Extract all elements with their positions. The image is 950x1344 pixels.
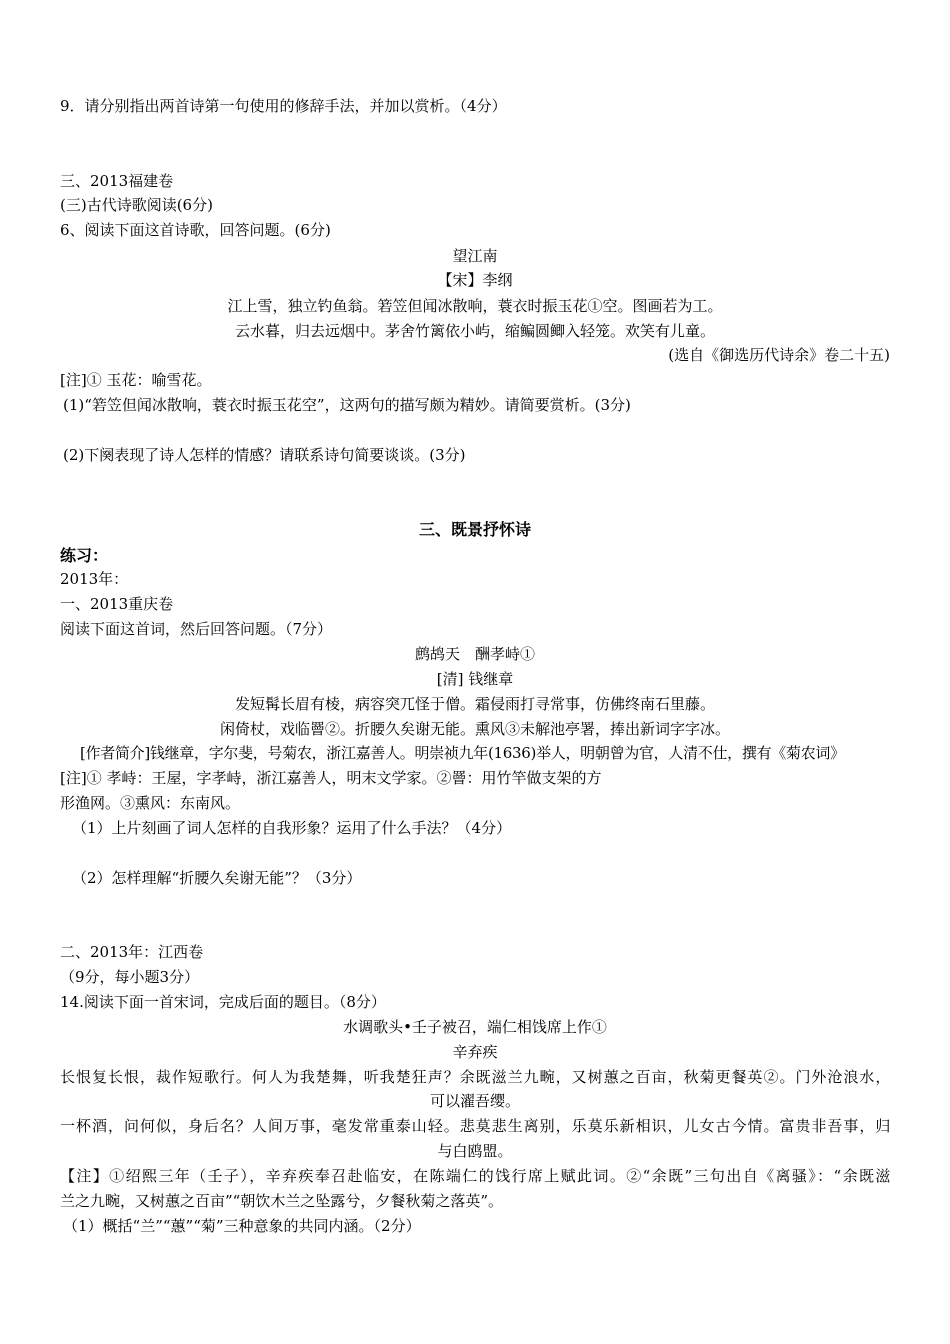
fujian-section: (三)古代诗歌阅读(6分) bbox=[60, 196, 213, 214]
jiangxi-score: （9分，每小题3分） bbox=[60, 968, 200, 986]
poem-author: 【宋】李纲 bbox=[437, 271, 513, 289]
poem-note: [注]① 玉花：喻雪花。 bbox=[60, 371, 212, 389]
poem-source: (选自《御选历代诗余》卷二十五) bbox=[668, 346, 890, 364]
chongqing-question-2: （2）怎样理解“折腰久矣谢无能”？（3分） bbox=[72, 869, 362, 887]
song-ci-text: 长恨复长恨，裁作短歌行。何人为我楚舞，听我楚狂声？余既滋兰九畹，又树蕙之百亩，秋菊更餐英②。门外沧浪水， bbox=[60, 1068, 890, 1086]
song-ci-text: 与白鸥盟。 bbox=[437, 1142, 513, 1160]
fujian-question-1: (1)“箬笠但闻冰散响，蓑衣时振玉花空”，这两句的描写颇为精妙。请简要赏析。(3分) bbox=[63, 396, 631, 414]
song-ci-text: 一杯酒，问何似，身后名？人间万事，毫发常重泰山轻。悲莫悲生离别，乐莫乐新相识，儿女古今情。富贵非吾事，归 bbox=[60, 1117, 890, 1135]
song-ci-note: 【注】①绍熙三年（壬子），辛弃疾奉召赴临安，在陈端仁的饯行席上赋此词。②“余既”三句出自《离骚》：“余既滋 bbox=[60, 1167, 890, 1185]
ci-line: 发短髯长眉有棱，病容突兀怪于僧。霜侵雨打寻常事，仿佛终南石里藤。 bbox=[234, 695, 715, 713]
author-bio: [作者简介]钱继章，字尔斐，号菊农，浙江嘉善人。明崇祯九年(1636)举人，明朝曾为官，人清不仕，撰有《菊农词》 bbox=[80, 744, 845, 762]
ci-note: [注]① 孝峙：王屋，字孝峙，浙江嘉善人，明末文学家。②罾：用竹竿做支架的方 bbox=[60, 769, 602, 787]
ci-author: [清] 钱继章 bbox=[436, 670, 514, 688]
fujian-task: 6、阅读下面这首诗歌，回答问题。(6分) bbox=[60, 221, 331, 239]
chongqing-question-1: （1）上片刻画了词人怎样的自我形象？运用了什么手法？（4分） bbox=[72, 819, 512, 837]
chongqing-heading: 一、2013重庆卷 bbox=[60, 595, 174, 613]
ci-note: 形渔网。③熏风：东南风。 bbox=[60, 794, 241, 812]
poem-line: 云水暮，归去远烟中。茅舍竹篱依小屿，缩鳊圆鲫入轻笼。欢笑有儿童。 bbox=[234, 322, 715, 340]
question-9: 9．请分别指出两首诗第一句使用的修辞手法，并加以赏析。（4分） bbox=[60, 97, 507, 115]
year-label: 2013年： bbox=[60, 570, 129, 588]
ci-line: 闲倚杖，戏临罾②。折腰久矣谢无能。熏风③未解池亭署，捧出新词字字冰。 bbox=[219, 720, 730, 738]
chongqing-task: 阅读下面这首词，然后回答问题。（7分） bbox=[60, 620, 333, 638]
ci-title: 鹧鸪天 酬孝峙① bbox=[414, 645, 535, 663]
song-ci-title: 水调歌头•壬子被召，端仁相饯席上作① bbox=[343, 1018, 607, 1036]
fujian-question-2: (2)下阕表现了诗人怎样的情感？请联系诗句简要谈谈。(3分) bbox=[63, 446, 466, 464]
song-ci-author: 辛弃疾 bbox=[452, 1043, 498, 1061]
song-ci-note: 兰之九畹，又树蕙之百亩”“朝饮木兰之坠露兮，夕餐秋菊之落英”。 bbox=[60, 1192, 504, 1210]
poem-title: 望江南 bbox=[452, 247, 498, 265]
poem-line: 江上雪，独立钓鱼翁。箬笠但闻冰散响，蓑衣时振玉花①空。图画若为工。 bbox=[227, 297, 723, 315]
section-title: 三、既景抒怀诗 bbox=[418, 520, 531, 539]
jiangxi-question-1: （1）概括“兰”“蕙”“菊”三种意象的共同内涵。（2分） bbox=[63, 1217, 421, 1235]
song-ci-text: 可以濯吾缨。 bbox=[429, 1092, 520, 1110]
jiangxi-task: 14.阅读下面一首宋词，完成后面的题目。（8分） bbox=[60, 993, 386, 1011]
practice-label: 练习： bbox=[60, 546, 109, 565]
jiangxi-heading: 二、2013年：江西卷 bbox=[60, 943, 204, 961]
fujian-heading: 三、2013福建卷 bbox=[60, 172, 174, 190]
